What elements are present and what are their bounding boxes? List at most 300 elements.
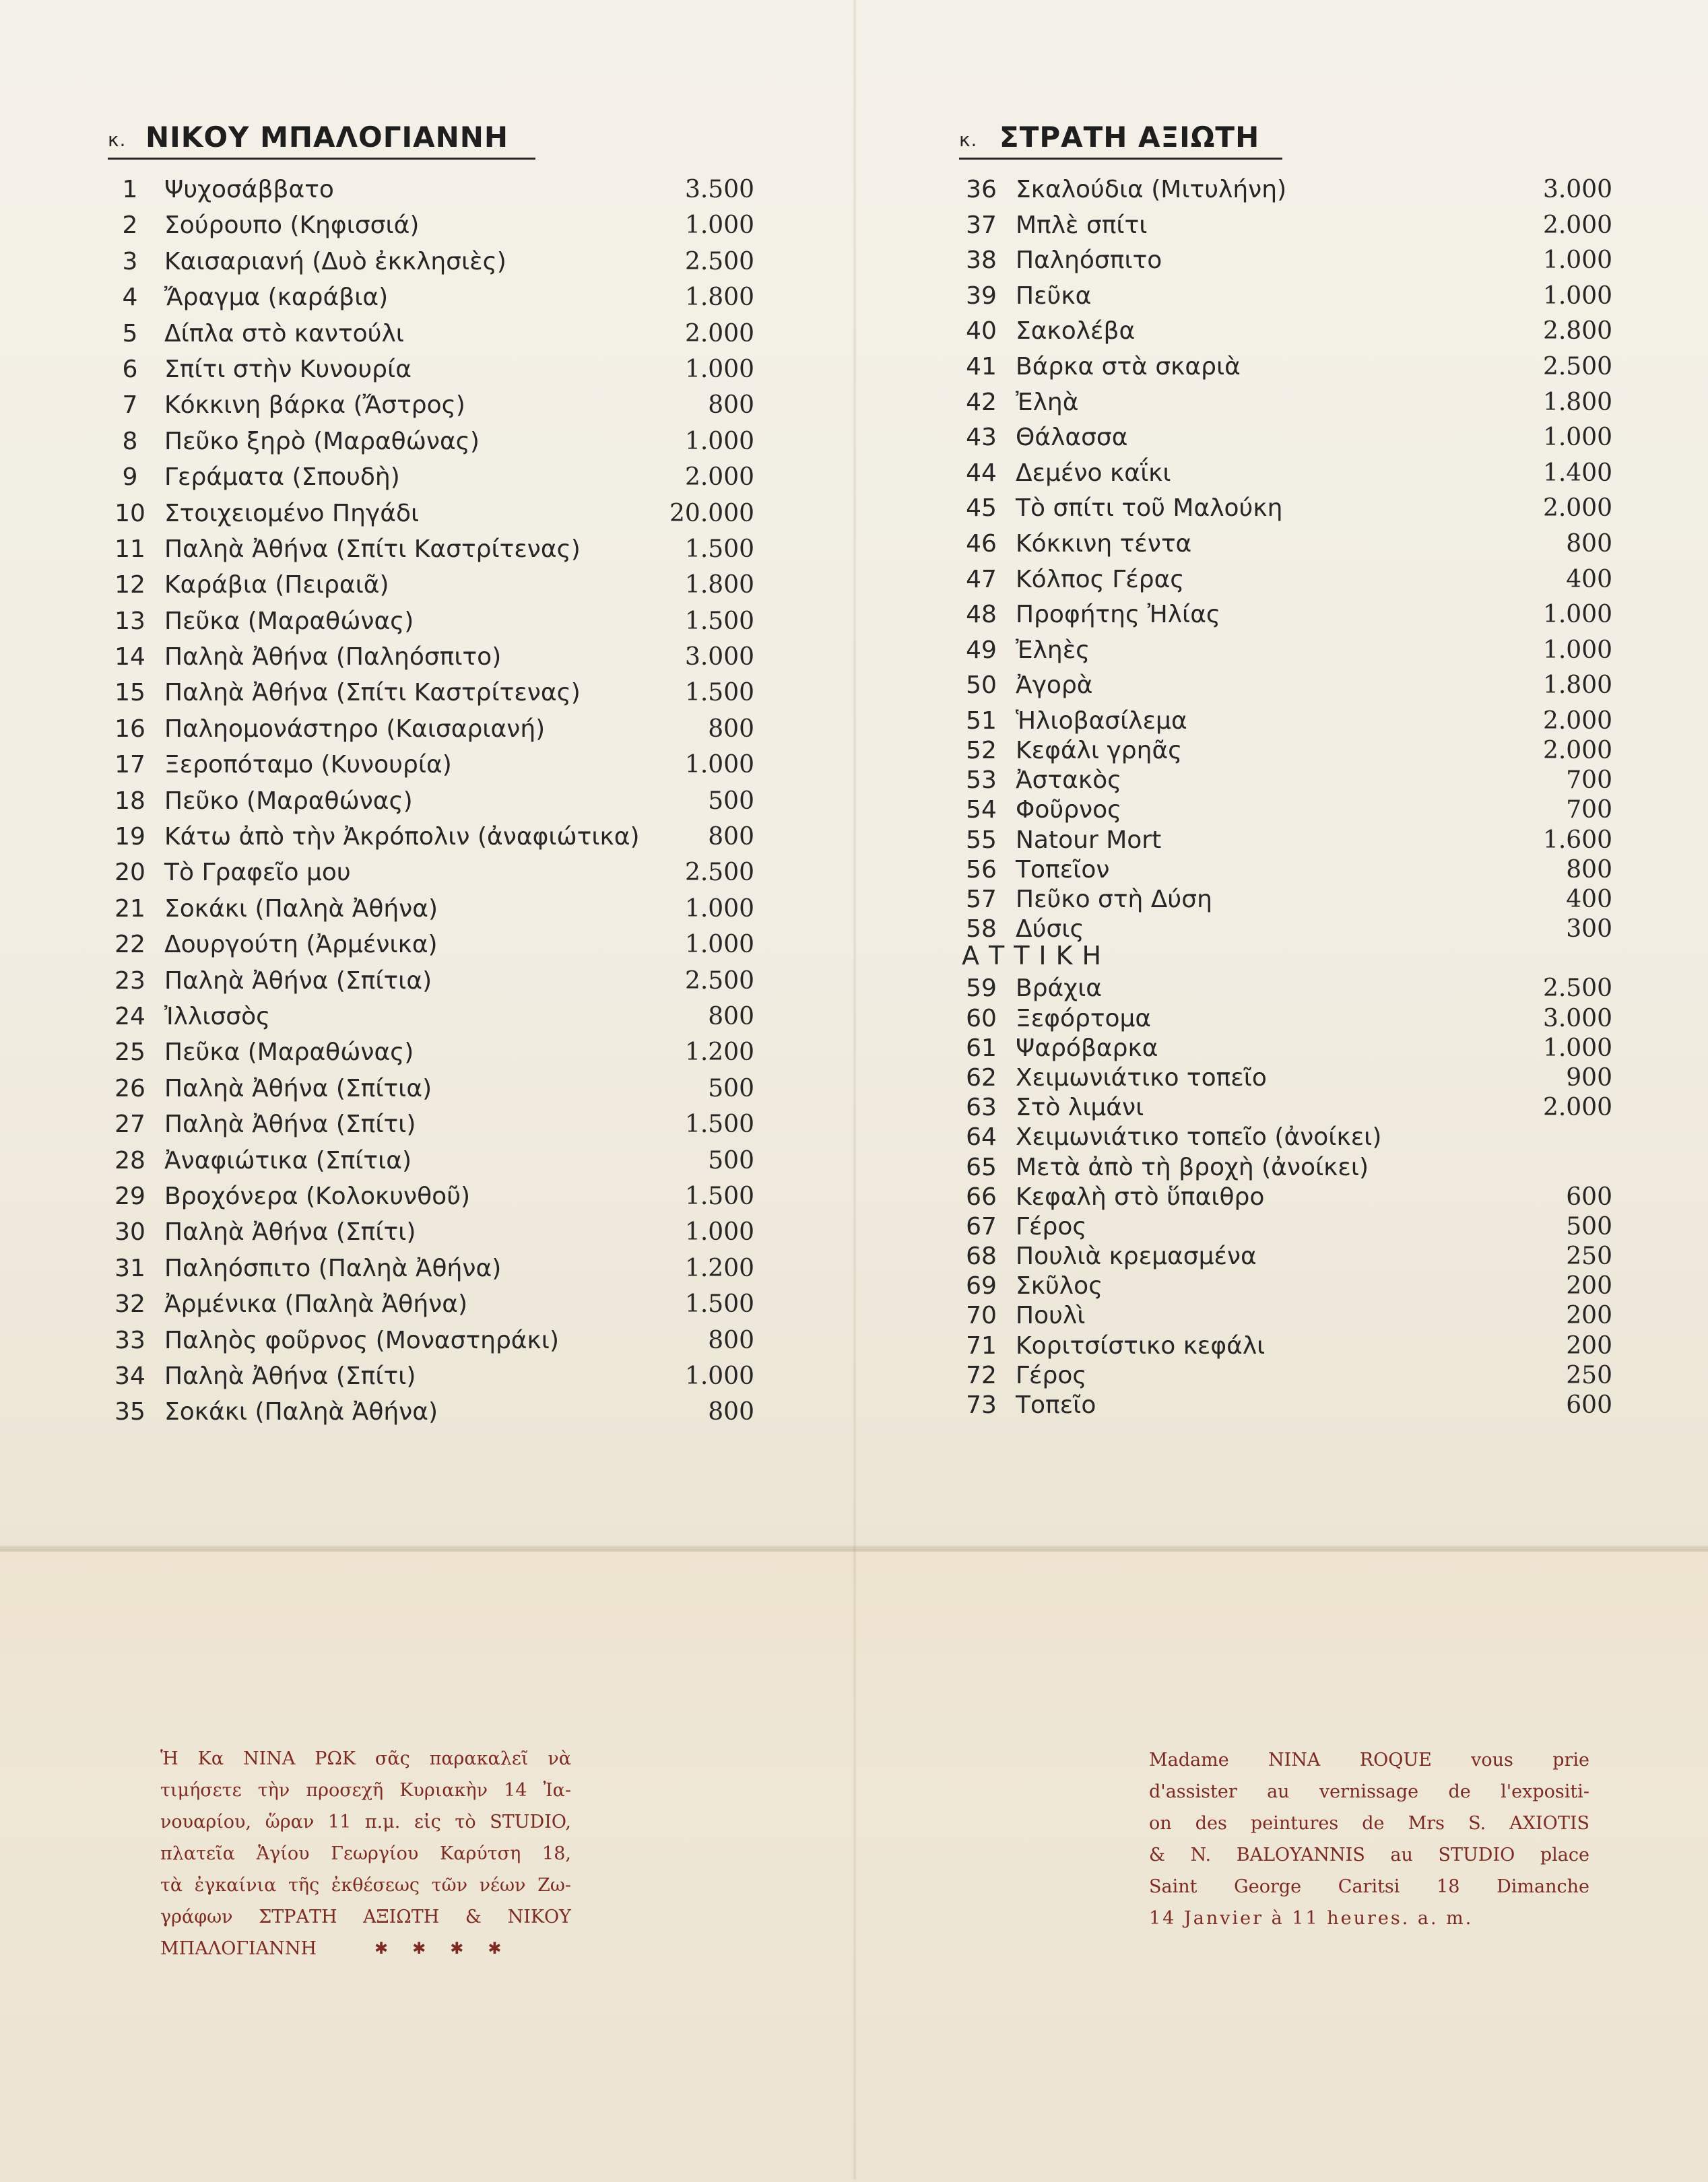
artwork-number: 54 (966, 796, 997, 824)
artwork-title: Κόλπος Γέρας (1016, 565, 1185, 593)
artwork-price: 1.800 (1542, 671, 1612, 700)
artwork-price: 2.000 (684, 463, 754, 492)
artwork-row (959, 1387, 1612, 1420)
artwork-row (959, 490, 1612, 526)
artwork-number: 41 (966, 352, 997, 381)
artwork-row (959, 313, 1612, 349)
artwork-price: 1.500 (684, 1290, 754, 1319)
invitation-line: Saint George Caritsi 18 Dimanche (1149, 1876, 1589, 1897)
invitation-line: d'assister au vernissage de l'expositi- (1149, 1781, 1589, 1802)
artwork-title: Πεῦκα (Μαραθώνας) (164, 1038, 414, 1067)
artwork-title: Γέρος (1016, 1212, 1087, 1241)
artwork-title: Κόκκινη τέντα (1016, 529, 1192, 558)
artwork-price: 1.000 (1542, 246, 1612, 275)
artwork-number: 73 (966, 1391, 997, 1420)
artwork-number: 17 (114, 751, 145, 779)
artwork-price: 1.000 (1542, 282, 1612, 310)
artwork-number: 50 (966, 671, 997, 700)
vertical-fold-line (853, 0, 857, 2179)
artwork-row (108, 891, 754, 927)
artwork-title: Πεῦκα (Μαραθώνας) (164, 607, 414, 635)
artwork-row (108, 1394, 754, 1430)
artwork-row (108, 496, 754, 531)
artwork-row (959, 385, 1612, 420)
artwork-number: 4 (122, 284, 138, 312)
artwork-number: 44 (966, 459, 997, 487)
artwork-number: 42 (966, 388, 997, 416)
artwork-row (959, 420, 1612, 455)
artwork-title: Πουλιὰ κρεμασμένα (1016, 1243, 1257, 1271)
artwork-title: Δουργούτη (Ἀρμένικα) (164, 931, 438, 959)
artwork-price: 400 (1566, 886, 1612, 914)
artwork-title: Ἰλλισσὸς (164, 1002, 271, 1030)
invitation-line: πλατεῖα Ἁγίου Γεωργίου Καρύτση 18, (160, 1843, 571, 1864)
artwork-price: 800 (708, 391, 754, 420)
artwork-number: 5 (122, 319, 138, 348)
artwork-row (108, 747, 754, 783)
artwork-number: 11 (114, 535, 145, 563)
artwork-number: 20 (114, 859, 145, 887)
artwork-title: Σκαλούδια (Μιτυλήνη) (1016, 176, 1287, 203)
artwork-price: 300 (1566, 915, 1612, 944)
artwork-number: 13 (114, 607, 145, 635)
artwork-row (959, 762, 1612, 795)
artwork-price: 200 (1566, 1331, 1612, 1360)
artwork-price: 1.000 (684, 894, 754, 923)
section-label-attiki: ΑΤΤΙΚΗ (962, 941, 1111, 971)
artwork-title: Παληὰ Ἀθήνα (Σπίτι Καστρίτενας) (164, 535, 581, 563)
right-artwork-list (959, 172, 1612, 944)
artwork-price: 200 (1566, 1302, 1612, 1330)
artwork-price: 1.000 (684, 1362, 754, 1390)
artwork-row (108, 172, 754, 207)
artwork-row (959, 455, 1612, 491)
artwork-title: Ἡλιοβασίλεμα (1016, 706, 1187, 735)
invitation-greek-lines (160, 1743, 571, 1933)
artwork-price: 500 (708, 1146, 754, 1175)
artwork-row (108, 244, 754, 279)
invitation-greek-last-text: ΜΠΑΛΟΓΙΑΝΝΗ (160, 1938, 317, 1959)
artwork-row (108, 424, 754, 459)
artwork-number: 66 (966, 1183, 997, 1211)
artwork-price: 2.000 (1542, 737, 1612, 765)
artwork-row (959, 822, 1612, 852)
artwork-row (108, 603, 754, 639)
invitation-line: Madame NINA ROQUE vous prie (1149, 1750, 1589, 1771)
artwork-title: Φοῦρνος (1016, 796, 1122, 824)
artwork-price: 800 (1566, 529, 1612, 558)
artwork-row (108, 1071, 754, 1106)
artwork-price: 3.500 (684, 176, 754, 203)
artwork-price: 1.500 (684, 535, 754, 563)
artwork-title: Ἀρμένικα (Παληὰ Ἀθήνα) (164, 1290, 468, 1319)
artwork-number: 65 (966, 1153, 997, 1181)
artwork-number: 46 (966, 529, 997, 558)
artist-name: ΣΤΡΑΤΗ ΑΞΙΩΤΗ (999, 121, 1260, 154)
artwork-number: 39 (966, 282, 997, 310)
left-artist-heading (108, 114, 535, 160)
artwork-title: Πεῦκα (1016, 282, 1092, 310)
artwork-price: 1.400 (1542, 459, 1612, 487)
artwork-price: 500 (708, 787, 754, 815)
artwork-number: 57 (966, 886, 997, 914)
artwork-title: Τοπεῖον (1016, 855, 1110, 884)
artwork-row (959, 597, 1612, 632)
artwork-title: Δύσις (1016, 915, 1084, 944)
heading-prefix: κ. (959, 129, 978, 151)
artwork-price: 3.000 (684, 643, 754, 671)
artwork-row (959, 562, 1612, 597)
artwork-title: Βροχόνερα (Κολοκυνθοῦ) (164, 1182, 471, 1210)
artwork-row (108, 783, 754, 819)
artwork-number: 70 (966, 1302, 997, 1330)
artwork-row (959, 172, 1612, 207)
artwork-row (108, 1323, 754, 1358)
artwork-price: 250 (1566, 1243, 1612, 1271)
artwork-row (959, 1238, 1612, 1271)
artwork-number: 61 (966, 1034, 997, 1062)
artwork-row (959, 1030, 1612, 1060)
artwork-row (108, 207, 754, 243)
artwork-title: Καράβια (Πειραιᾶ) (164, 571, 389, 599)
artwork-row (959, 207, 1612, 243)
artwork-row (959, 970, 1612, 1003)
artwork-number: 25 (114, 1038, 145, 1067)
artwork-price: 2.500 (684, 247, 754, 275)
artwork-row (108, 819, 754, 855)
artwork-title: Natour Mort (1016, 826, 1162, 854)
artwork-title: Ἀγορὰ (1016, 671, 1093, 700)
artwork-number: 34 (114, 1362, 145, 1390)
artwork-row (108, 567, 754, 603)
artwork-number: 22 (114, 931, 145, 959)
artwork-number: 64 (966, 1123, 997, 1152)
artwork-number: 51 (966, 706, 997, 735)
artwork-price: 900 (1566, 1063, 1612, 1092)
artwork-title: Τοπεῖο (1016, 1391, 1096, 1420)
artwork-number: 8 (122, 427, 138, 455)
artwork-row (959, 1268, 1612, 1298)
artwork-title: Κάτω ἀπὸ τὴν Ἀκρόπολιν (ἀναφιώτικα) (164, 823, 640, 851)
artwork-price: 1.000 (684, 427, 754, 455)
artwork-title: Παληὰ Ἀθήνα (Σπίτι) (164, 1218, 416, 1247)
artwork-number: 55 (966, 826, 997, 854)
artwork-price: 2.000 (684, 319, 754, 348)
artwork-price: 200 (1566, 1272, 1612, 1300)
artwork-row (959, 852, 1612, 882)
artwork-row (959, 733, 1612, 765)
artwork-row (108, 352, 754, 387)
artwork-number: 23 (114, 966, 145, 995)
artwork-number: 2 (122, 211, 138, 240)
artwork-number: 32 (114, 1290, 145, 1319)
artwork-title: Χειμωνιάτικο τοπεῖο (ἀνοίκει) (1016, 1123, 1382, 1152)
artwork-price: 1.000 (684, 751, 754, 779)
invitation-line: γράφων ΣΤΡΑΤΗ ΑΞΙΩΤΗ & ΝΙΚΟΥ (160, 1907, 571, 1927)
artwork-number: 10 (114, 499, 145, 527)
artwork-number: 68 (966, 1243, 997, 1271)
artwork-row (108, 1106, 754, 1142)
decorative-stars: ✱✱✱✱ (374, 1939, 526, 1958)
artwork-price: 500 (1566, 1212, 1612, 1241)
invitation-french-lines (1149, 1744, 1589, 1934)
artwork-price: 500 (708, 1074, 754, 1102)
artwork-price: 1.000 (1542, 424, 1612, 452)
artwork-number: 62 (966, 1063, 997, 1092)
artwork-row (108, 316, 754, 352)
artwork-title: Παληὰ Ἀθήνα (Σπίτια) (164, 1074, 432, 1102)
artwork-number: 67 (966, 1212, 997, 1241)
artwork-row (108, 855, 754, 890)
artwork-price: 2.000 (1542, 1094, 1612, 1122)
artwork-price: 1.000 (684, 355, 754, 383)
invitation-line: 14 Janvier à 11 heures. a. m. (1149, 1908, 1474, 1929)
artwork-number: 72 (966, 1361, 997, 1389)
artwork-row (108, 1143, 754, 1179)
artwork-title: Παληομονάστηρο (Καισαριανή) (164, 715, 546, 743)
left-artwork-list (108, 172, 754, 1430)
artwork-number: 36 (966, 176, 997, 203)
artwork-title: Παληόσπιτο (Παληὰ Ἀθήνα) (164, 1254, 502, 1282)
artwork-price: 1.000 (684, 1218, 754, 1247)
artwork-price: 1.000 (1542, 636, 1612, 664)
artwork-price: 1.000 (684, 931, 754, 959)
artwork-number: 24 (114, 1002, 145, 1030)
artwork-row (959, 278, 1612, 314)
artwork-number: 9 (122, 463, 138, 492)
artwork-price: 800 (708, 1002, 754, 1030)
artwork-number: 48 (966, 601, 997, 629)
artwork-price: 2.500 (684, 859, 754, 887)
right-artist-heading (959, 114, 1282, 160)
artwork-title: Ἄραγμα (καράβια) (164, 284, 389, 312)
artwork-number: 59 (966, 974, 997, 1003)
artwork-number: 16 (114, 715, 145, 743)
artwork-title: Παληὰ Ἀθήνα (Σπίτια) (164, 966, 432, 995)
artwork-number: 38 (966, 246, 997, 275)
artwork-price: 2.500 (1542, 352, 1612, 381)
invitation-french (1149, 1744, 1589, 1934)
artwork-price: 1.200 (684, 1038, 754, 1067)
artwork-price: 1.800 (1542, 388, 1612, 416)
artwork-row (959, 526, 1612, 562)
artwork-price: 1.500 (684, 607, 754, 635)
artwork-row (108, 639, 754, 675)
artwork-title: Γεράματα (Σπουδὴ) (164, 463, 400, 492)
artwork-row (959, 1001, 1612, 1030)
artwork-price: 250 (1566, 1361, 1612, 1389)
invitation-line: τὰ ἐγκαίνια τῆς ἐκθέσεως τῶν νέων Ζω- (160, 1875, 571, 1896)
artwork-number: 53 (966, 766, 997, 795)
artwork-row (959, 1358, 1612, 1387)
artwork-title: Χειμωνιάτικο τοπεῖο (1016, 1063, 1267, 1092)
artwork-price: 2.000 (1542, 211, 1612, 239)
artwork-title: Μπλὲ σπίτι (1016, 211, 1148, 239)
horizontal-fold-line (0, 1545, 1708, 1550)
artwork-title: Δίπλα στὸ καντούλι (164, 319, 404, 348)
artwork-price: 1.000 (1542, 1034, 1612, 1062)
invitation-line: τιμήσετε τὴν προσεχῆ Κυριακὴν 14 Ἰα- (160, 1780, 571, 1801)
artwork-price: 2.000 (1542, 494, 1612, 523)
attiki-artwork-list (959, 970, 1612, 1420)
artwork-number: 58 (966, 915, 997, 944)
artwork-title: Πεῦκο στὴ Δύση (1016, 886, 1212, 914)
artwork-title: Ψαρόβαρκα (1016, 1034, 1158, 1062)
artwork-number: 7 (122, 391, 138, 420)
artwork-number: 37 (966, 211, 997, 239)
artwork-title: Παληὰ Ἀθήνα (Σπίτι) (164, 1362, 416, 1390)
artwork-number: 47 (966, 565, 997, 593)
artwork-title: Ἀναφιώτικα (Σπίτια) (164, 1146, 412, 1175)
artwork-title: Παληὰ Ἀθήνα (Παληόσπιτο) (164, 643, 502, 671)
invitation-greek-last-line (160, 1933, 571, 1964)
artwork-row (108, 279, 754, 315)
artwork-row (959, 1209, 1612, 1241)
artwork-title: Σούρουπο (Κηφισσιά) (164, 211, 420, 240)
artwork-number: 18 (114, 787, 145, 815)
heading-prefix: κ. (108, 129, 127, 151)
artwork-number: 15 (114, 679, 145, 707)
artwork-row (108, 675, 754, 710)
artwork-row (959, 1298, 1612, 1330)
artwork-row (108, 711, 754, 747)
artwork-price: 800 (708, 823, 754, 851)
artwork-number: 28 (114, 1146, 145, 1175)
artwork-title: Στοιχειομένο Πηγάδι (164, 499, 420, 527)
artwork-title: Πουλὶ (1016, 1302, 1086, 1330)
artwork-row (959, 1090, 1612, 1122)
artwork-row (959, 1328, 1612, 1358)
artwork-price: 1.500 (684, 679, 754, 707)
artwork-number: 14 (114, 643, 145, 671)
artwork-price: 1.800 (684, 284, 754, 312)
artwork-title: Σοκάκι (Παληὰ Ἀθήνα) (164, 1398, 438, 1426)
artwork-title: Ἐληὰ (1016, 388, 1079, 416)
right-artist-column (959, 114, 1612, 1420)
artwork-price: 400 (1566, 565, 1612, 593)
artwork-number: 71 (966, 1331, 997, 1360)
artwork-row (108, 963, 754, 999)
artwork-title: Βάρκα στὰ σκαριὰ (1016, 352, 1241, 381)
artist-name: ΝΙΚΟΥ ΜΠΑΛΟΓΙΑΝΝΗ (145, 121, 509, 154)
invitation-greek (160, 1743, 571, 1964)
artwork-row (959, 1119, 1612, 1152)
artwork-title: Καισαριανή (Δυὸ ἐκκλησιὲς) (164, 247, 506, 275)
artwork-number: 31 (114, 1254, 145, 1282)
artwork-price: 600 (1566, 1391, 1612, 1420)
artwork-title: Σπίτι στὴν Κυνουρία (164, 355, 412, 383)
artwork-title: Τὸ Γραφεῖο μου (164, 859, 351, 887)
artwork-title: Πεῦκο (Μαραθώνας) (164, 787, 413, 815)
artwork-row (108, 531, 754, 567)
artwork-row (959, 911, 1612, 944)
artwork-number: 56 (966, 855, 997, 884)
artwork-price: 3.000 (1542, 1004, 1612, 1032)
artwork-title: Ἀστακὸς (1016, 766, 1122, 795)
artwork-number: 12 (114, 571, 145, 599)
artwork-title: Ξεφόρτομα (1016, 1004, 1152, 1032)
artwork-price: 700 (1566, 766, 1612, 795)
artwork-number: 19 (114, 823, 145, 851)
artwork-title: Στὸ λιμάνι (1016, 1094, 1144, 1122)
artwork-number: 63 (966, 1094, 997, 1122)
artwork-price: 1.000 (684, 211, 754, 240)
artwork-number: 60 (966, 1004, 997, 1032)
invitation-line: νουαρίου, ὥραν 11 π.μ. εἰς τὸ STUDIO, (160, 1812, 571, 1832)
artwork-number: 29 (114, 1182, 145, 1210)
artwork-row (108, 1034, 754, 1070)
artwork-number: 1 (122, 176, 138, 203)
artwork-price: 2.800 (1542, 317, 1612, 345)
artwork-number: 43 (966, 424, 997, 452)
artwork-row (959, 667, 1612, 703)
artwork-price: 1.000 (1542, 601, 1612, 629)
artwork-number: 26 (114, 1074, 145, 1102)
artwork-title: Θάλασσα (1016, 424, 1128, 452)
artwork-price: 2.500 (1542, 974, 1612, 1003)
artwork-row (959, 349, 1612, 385)
artwork-price: 1.600 (1542, 826, 1612, 854)
artwork-price: 1.500 (684, 1111, 754, 1139)
artwork-number: 40 (966, 317, 997, 345)
artwork-number: 21 (114, 894, 145, 923)
artwork-number: 33 (114, 1326, 145, 1354)
artwork-number: 6 (122, 355, 138, 383)
artwork-number: 27 (114, 1111, 145, 1139)
artwork-title: Ξεροπόταμο (Κυνουρία) (164, 751, 452, 779)
artwork-row (108, 1179, 754, 1214)
artwork-title: Κεφαλὴ στὸ ὕπαιθρο (1016, 1183, 1265, 1211)
artwork-price: 700 (1566, 796, 1612, 824)
artwork-price: 3.000 (1542, 176, 1612, 203)
artwork-price: 1.200 (684, 1254, 754, 1282)
artwork-price: 1.500 (684, 1182, 754, 1210)
artwork-price: 800 (1566, 855, 1612, 884)
artwork-title: Σακολέβα (1016, 317, 1136, 345)
invitation-line: on des peintures de Mrs S. AXIOTIS (1149, 1813, 1589, 1834)
artwork-price: 2.000 (1542, 706, 1612, 735)
artwork-price: 600 (1566, 1183, 1612, 1211)
artwork-price: 800 (708, 1326, 754, 1354)
artwork-number: 52 (966, 737, 997, 765)
artwork-number: 3 (122, 247, 138, 275)
artwork-row (108, 927, 754, 962)
artwork-price: 800 (708, 715, 754, 743)
invitation-line: & N. BALOYANNIS au STUDIO place (1149, 1845, 1589, 1865)
artwork-row (959, 632, 1612, 668)
artwork-row (959, 703, 1612, 733)
artwork-title: Γέρος (1016, 1361, 1087, 1389)
artwork-title: Ἐληὲς (1016, 636, 1090, 664)
artwork-price: 20.000 (669, 499, 754, 527)
artwork-number: 69 (966, 1272, 997, 1300)
artwork-number: 49 (966, 636, 997, 664)
artwork-row (959, 1060, 1612, 1090)
artwork-title: Δεμένο καΐκι (1016, 459, 1171, 487)
artwork-row (108, 1286, 754, 1322)
artwork-number: 30 (114, 1218, 145, 1247)
artwork-row (959, 882, 1612, 914)
artwork-row (959, 1150, 1612, 1179)
artwork-row (108, 1251, 754, 1286)
artwork-title: Κεφάλι γρηᾶς (1016, 737, 1183, 765)
artwork-title: Κόκκινη βάρκα (Ἄστρος) (164, 391, 465, 420)
left-artist-column (108, 114, 754, 1430)
artwork-title: Πεῦκο ξηρὸ (Μαραθώνας) (164, 427, 480, 455)
artwork-row (959, 1179, 1612, 1209)
artwork-price: 1.800 (684, 571, 754, 599)
artwork-title: Προφήτης Ἠλίας (1016, 601, 1221, 629)
